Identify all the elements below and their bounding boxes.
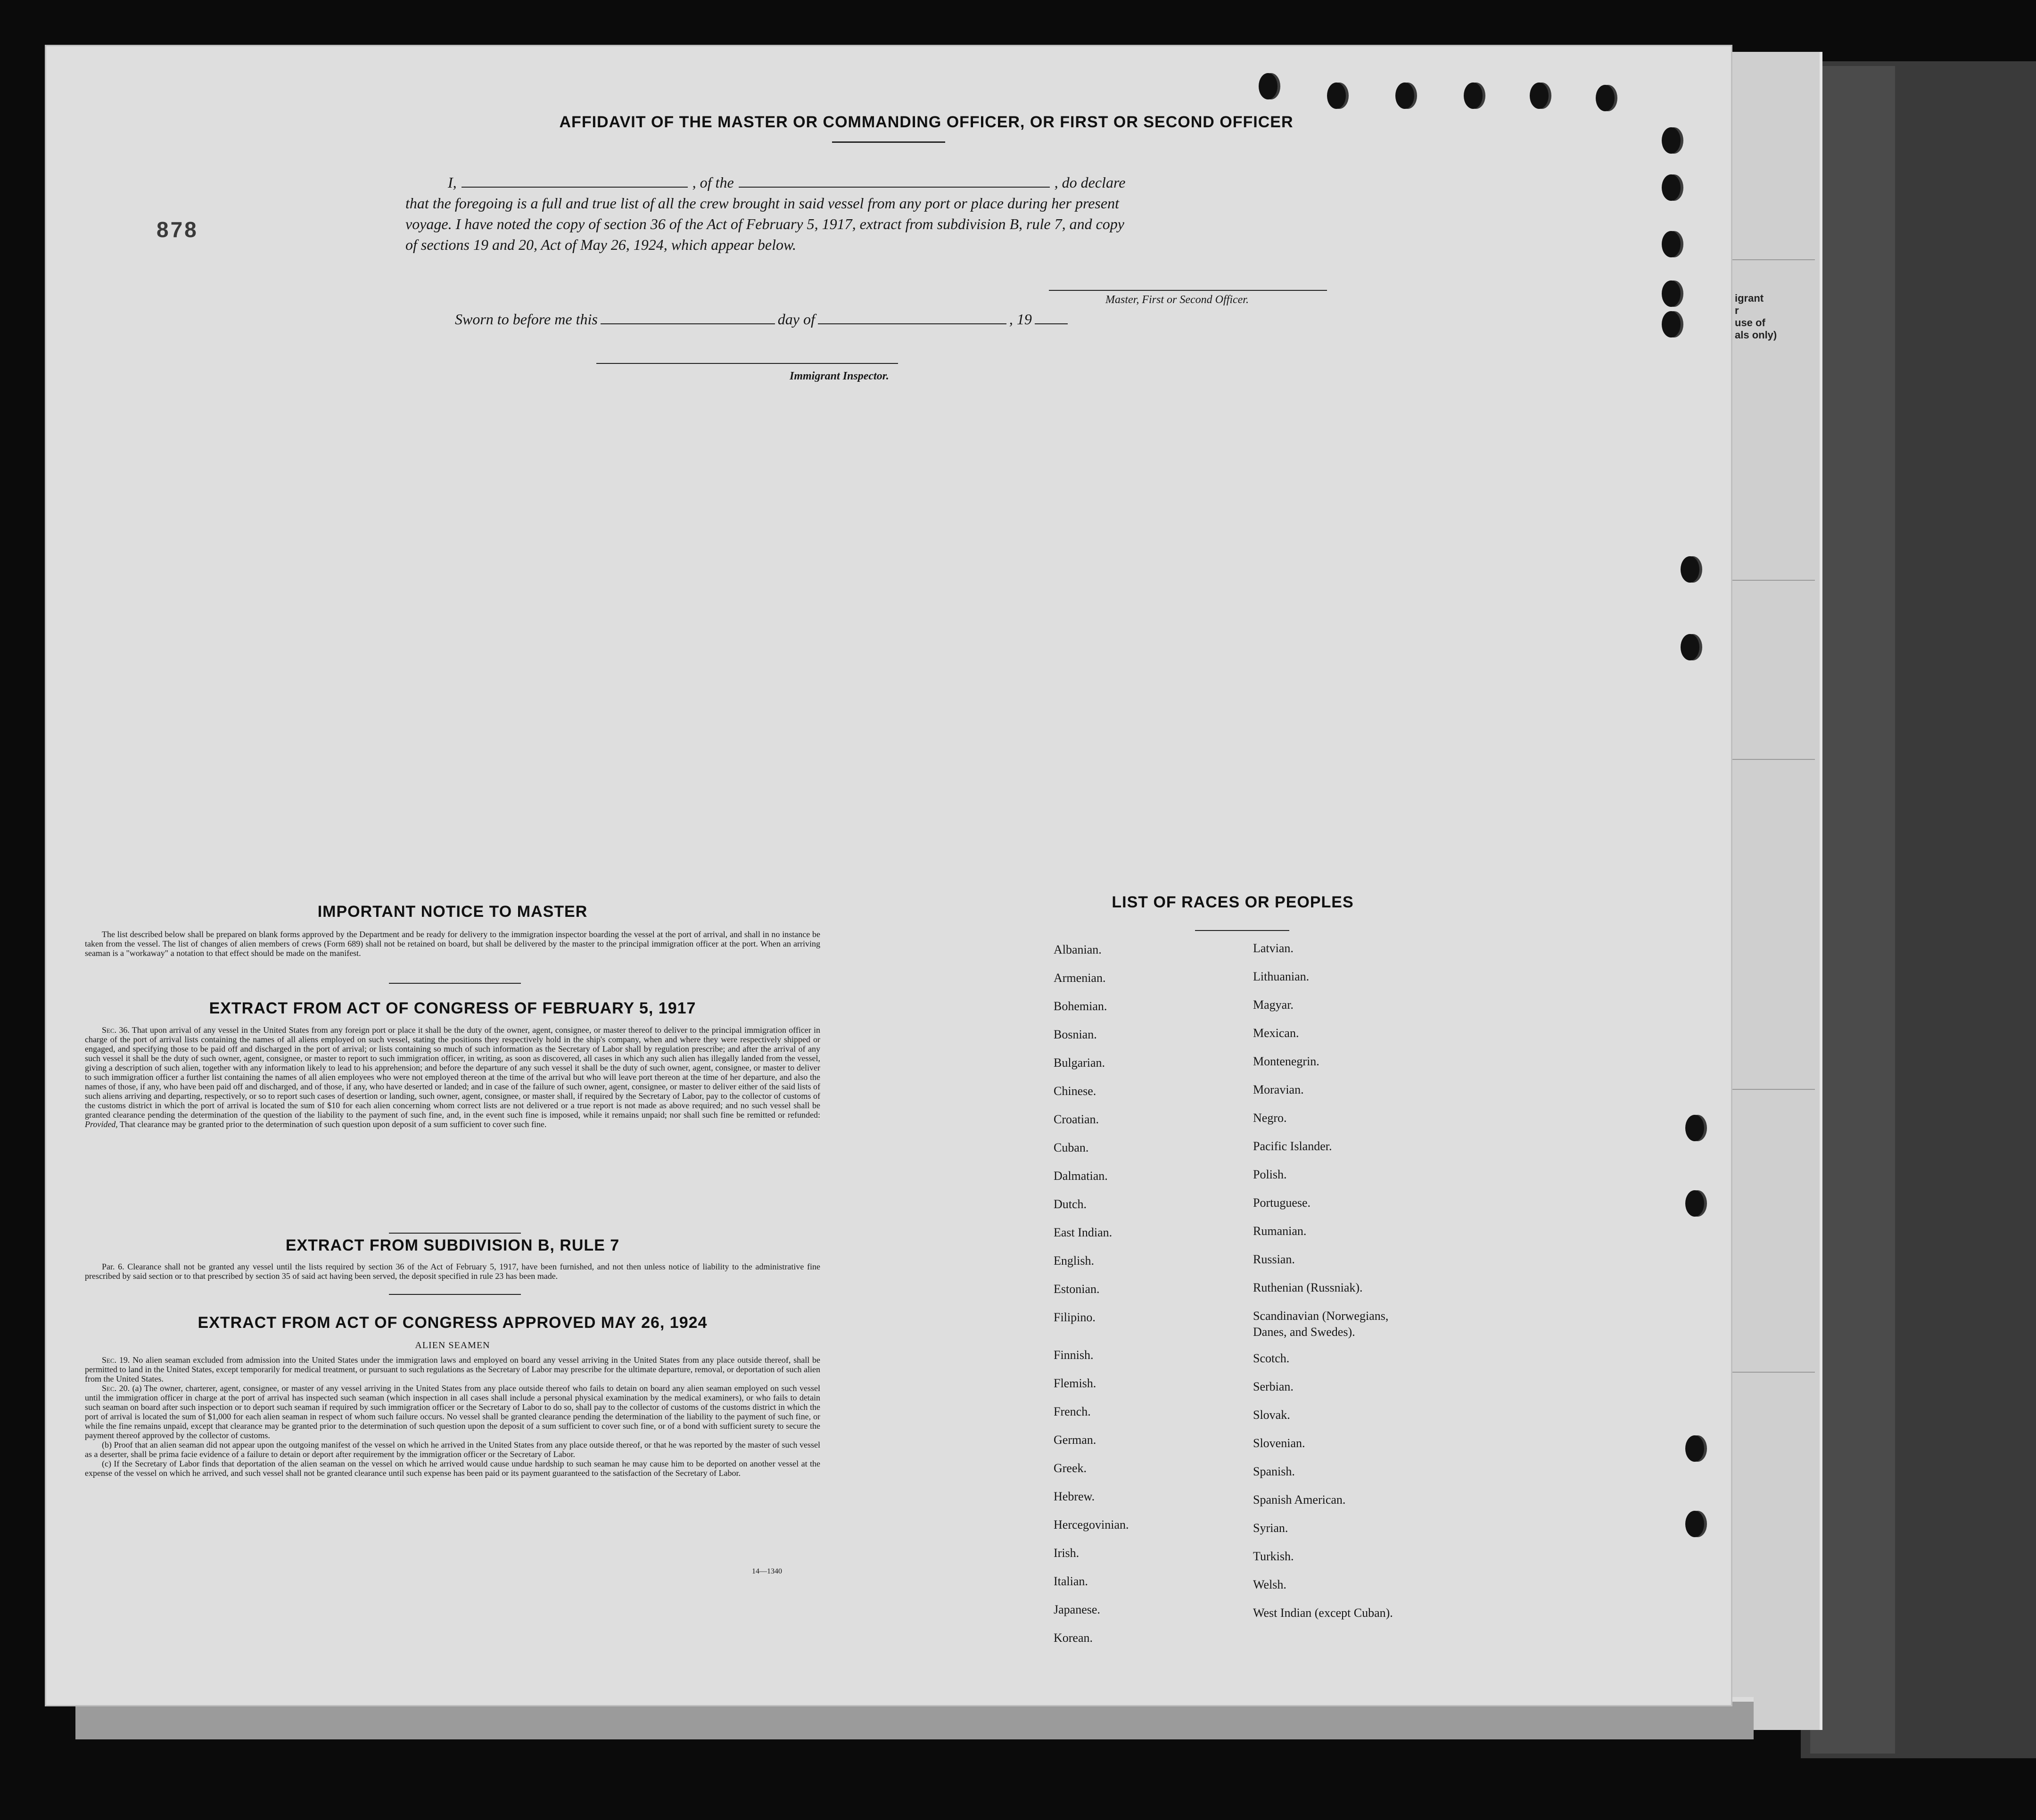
races-right-column [1253, 941, 1393, 1634]
race-item: Rumanian. [1253, 1224, 1307, 1238]
master-signature-label: Master, First or Second Officer. [1105, 294, 1249, 306]
race-item: Dalmatian. [1054, 1169, 1108, 1183]
extract-1924-body [85, 1355, 820, 1478]
race-item: Japanese. [1054, 1603, 1100, 1616]
manifest-page [45, 45, 1732, 1706]
race-item: Lithuanian. [1253, 970, 1310, 983]
race-item: Pacific Islander. [1253, 1139, 1332, 1153]
sec-36-paragraph [85, 1025, 820, 1129]
race-item: Magyar. [1253, 998, 1294, 1012]
sec-20c-paragraph: (c) If the Secretary of Labor finds that deportation of the alien seaman on the vessel on which he arrived would cause undue hardship to such seaman he may cause him to be deported on another vessel at the expense of the vessel on which he arrived, and such vessel shall not be granted clearance until such expense has been paid or its payment guaranteed to the satisfaction of the Secretary of Labor. [85, 1459, 820, 1478]
race-item: Bohemian. [1054, 999, 1107, 1013]
punch-hole [1596, 85, 1615, 111]
race-item: Cuban. [1054, 1141, 1089, 1154]
underlying-page-text [1735, 292, 1777, 341]
extract-1917-body [85, 1025, 820, 1129]
vessel-blank[interactable] [739, 176, 1050, 188]
race-item: Polish. [1253, 1168, 1287, 1181]
race-item: Irish. [1054, 1546, 1080, 1560]
punch-hole [1662, 127, 1681, 154]
race-item: Turkish. [1253, 1549, 1294, 1563]
declaration-i: I, [448, 174, 457, 191]
race-item: Moravian. [1253, 1083, 1304, 1096]
race-item: Spanish American. [1253, 1493, 1346, 1507]
race-item: Latvian. [1253, 941, 1294, 955]
race-item: Chinese. [1054, 1084, 1096, 1098]
declaration-line-3: voyage. I have noted the copy of section 36 of the Act of February 5, 1917, extract from subdivision B, rule 7, and copy [405, 215, 1124, 232]
race-item: Syrian. [1253, 1521, 1288, 1535]
punch-hole [1681, 556, 1699, 583]
sec-19-label: Sec. 19. [102, 1355, 130, 1365]
affidavit-declaration [405, 172, 1405, 255]
spine-band [1810, 66, 1895, 1754]
race-item: Spanish. [1253, 1465, 1295, 1478]
punch-hole [1662, 174, 1681, 201]
punch-hole [1685, 1435, 1704, 1462]
extract-rule7-body [85, 1262, 820, 1281]
races-title-rule [1195, 930, 1289, 931]
declaration-line-1 [405, 172, 1405, 193]
punch-hole [1662, 231, 1681, 257]
race-item [1253, 1325, 1393, 1351]
race-item: Slovenian. [1253, 1436, 1305, 1450]
margin-stamp-mark: 878 [157, 217, 198, 242]
affidavit-title: AFFIDAVIT OF THE MASTER OR COMMANDING OFFICER, OR FIRST OR SECOND OFFICER [559, 113, 1294, 131]
glimpse-line: r [1735, 305, 1739, 316]
race-item: Montenegrin. [1253, 1054, 1319, 1068]
sworn-month-blank[interactable] [818, 313, 1006, 324]
race-item: English. [1054, 1254, 1094, 1268]
race-item: Portuguese. [1253, 1196, 1311, 1210]
rule7-paragraph: Par. 6. Clearance shall not be granted any vessel until the lists required by section 36 of the Act of February 5, 1917, have been furnished, and not then unless notice of liability to the administrative fine prescribed by said section or to that prescribed by section 35 of said act having been served, the deposit specified in rule 23 has been made. [85, 1262, 820, 1281]
race-item: Slovak. [1253, 1408, 1290, 1422]
notice-paragraph: The list described below shall be prepared on blank forms approved by the Department and be ready for delivery to the immigration inspector boarding the vessel at the port of arrival, and shall in no instance be taken from the vessel. The list of changes of alien members of crews (Form 689) shall not be retained on board, but shall be delivered by the master to the principal immigration officer at the port. When an arriving seaman is a "workaway" a notation to that effect should be made on the manifest. [85, 930, 820, 958]
sec-20a-text: (a) The owner, charterer, agent, consignee, or master of any vessel arriving in the United States from any place outside thereof who fails to detain on board any alien seaman employed on such vessel until the immigration officer in charge at the port of arrival has inspected such seaman (which inspection in all cases shall include a personal physical examination by the medical examiners), or who fails to detain such seaman on board after such inspection or to deport such seaman if required by such immigration officer or the Secretary of Labor to do so, shall pay to the collector of customs of the customs district in which the port of arrival is located the sum of $1,000 for each alien seaman in respect of whom such failure occurs. No vessel shall be granted clearance pending the determination of the liability to the payment of such fine, or while the fine remains unpaid, except that clearance may be granted prior to the determination of such question upon the deposit of a sum sufficient to cover such fine, or of a bond with sufficient surety to secure the payment thereof approved by the collector of customs. [85, 1384, 821, 1440]
inspector-signature-line[interactable] [596, 363, 898, 364]
race-item: Negro. [1253, 1111, 1287, 1125]
race-item: Bosnian. [1054, 1028, 1097, 1041]
declaration-line-4: of sections 19 and 20, Act of May 26, 1924, which appear below. [405, 236, 796, 253]
notice-body [85, 930, 820, 958]
punch-hole [1685, 1115, 1704, 1141]
inspector-label: Immigrant Inspector. [790, 370, 889, 382]
race-item: Welsh. [1253, 1578, 1286, 1591]
race-item: Albanian. [1054, 943, 1102, 956]
punch-hole [1685, 1190, 1704, 1217]
declaration-declare: , do declare [1054, 174, 1126, 191]
race-item: Scandinavian (Norwegians, [1253, 1309, 1389, 1323]
race-item: Hebrew. [1054, 1490, 1095, 1503]
race-item: Filipino. [1054, 1310, 1096, 1324]
race-item: Italian. [1054, 1574, 1088, 1588]
race-item: Armenian. [1054, 971, 1106, 985]
sworn-year-blank[interactable] [1035, 313, 1068, 324]
punch-hole [1681, 634, 1699, 660]
race-item: Finnish. [1054, 1348, 1094, 1362]
race-item: Scotch. [1253, 1351, 1290, 1365]
punch-hole [1327, 82, 1346, 109]
punch-hole [1662, 280, 1681, 307]
race-item: Mexican. [1253, 1026, 1299, 1040]
proviso: Provided, [85, 1120, 118, 1129]
punch-hole [1530, 82, 1549, 109]
race-item: Flemish. [1054, 1376, 1096, 1390]
sworn-line [455, 309, 1209, 329]
sec-20a-paragraph [85, 1384, 820, 1440]
punch-hole [1395, 82, 1414, 109]
section-rule [389, 1233, 521, 1234]
glimpse-line: igrant [1735, 292, 1764, 304]
punch-hole [1259, 73, 1278, 99]
title-rule [832, 141, 945, 143]
races-title: LIST OF RACES OR PEOPLES [1112, 893, 1354, 911]
name-blank[interactable] [462, 176, 688, 188]
race-item: Croatian. [1054, 1112, 1099, 1126]
race-item: German. [1054, 1433, 1096, 1447]
race-item: Korean. [1054, 1631, 1093, 1645]
race-item: Serbian. [1253, 1380, 1294, 1393]
race-item: French. [1054, 1405, 1091, 1418]
race-item: Estonian. [1054, 1282, 1100, 1296]
declaration-of-the: , of the [692, 174, 734, 191]
punch-hole [1662, 311, 1681, 338]
form-number: 14—1340 [752, 1567, 782, 1575]
sec-36-text: That upon arrival of any vessel in the United States from any foreign port or place it shall be the duty of the owner, agent, consignee, or master thereof to deliver to the principal immigration officer in charge of the port of arrival lists containing the names of all aliens employed on such vessel, stating the positions they respectively hold in the ship's company, when and where they were respectively shipped or engaged, and specifying those to be paid off and discharged in the port of arrival; or lists containing so much of such information as the Secretary of Labor shall by regulation prescribe; and after the arrival of any such vessel it shall be the duty of such owner, agent, consignee, or master to report to such immigration officer, in writing, as soon as discovered, all cases in which any such alien has illegally landed from the vessel, giving a description of such alien, together with any information likely to lead to his apprehension; and before the departure of any such vessel it shall be the duty of such owner, agent, consignee, or master to deliver to such immigration officer a further list containing the names of all alien employees who were not employed thereon at the time of the arrival but who will leave port thereon at the time of her departure, and also the names of those, if any, who have been paid off and discharged, and of those, if any, who have deserted or landed; and in case of the failure of such owner, agent, consignee, or master to deliver either of the said lists of such aliens arriving and departing, respectively, or so to report such cases of desertion or landing, such owner, agent, consignee, or master shall, if required by the Secretary of Labor, pay to the collector of customs of the customs district in which the port of arrival is located the sum of $10 for each alien concerning whom correct lists are not delivered or a true report is not made as above required; and no such vessel shall be granted clearance pending the determination of the question of the liability to the payment of such fine, and, in the event such fine is imposed, while it remains unpaid; nor shall such fine be remitted or refunded: [85, 1025, 820, 1120]
punch-hole [1685, 1511, 1704, 1537]
notice-title: IMPORTANT NOTICE TO MASTER [317, 903, 588, 921]
glimpse-line: use of [1735, 317, 1765, 329]
race-item: Ruthenian (Russniak). [1253, 1281, 1363, 1294]
race-item: Dutch. [1054, 1197, 1087, 1211]
race-item: Russian. [1253, 1252, 1295, 1266]
race-item: Bulgarian. [1054, 1056, 1105, 1070]
race-item: Greek. [1054, 1461, 1087, 1475]
race-item: Hercegovinian. [1054, 1518, 1129, 1532]
sworn-prefix: Sworn to before me this [455, 311, 598, 328]
extract-rule7-title: EXTRACT FROM SUBDIVISION B, RULE 7 [285, 1236, 620, 1254]
glimpse-line: als only) [1735, 329, 1777, 341]
race-item: East Indian. [1054, 1226, 1113, 1239]
sec-19-paragraph [85, 1355, 820, 1384]
race-item-continued: Danes, and Swedes). [1253, 1325, 1355, 1339]
extract-1917-title: EXTRACT FROM ACT OF CONGRESS OF FEBRUARY 5, 1917 [209, 999, 696, 1017]
sec-36-label: Sec. 36. [102, 1025, 130, 1035]
sec-20-label: Sec. 20. [102, 1384, 130, 1393]
master-signature-line[interactable] [1049, 290, 1327, 291]
declaration-line-2: that the foregoing is a full and true list of all the crew brought in said vessel from any port or place during her present [405, 195, 1119, 212]
extract-1924-title: EXTRACT FROM ACT OF CONGRESS APPROVED MAY 26, 1924 [198, 1314, 708, 1332]
section-rule [389, 983, 521, 984]
sworn-day-blank[interactable] [601, 313, 775, 324]
punch-hole [1464, 82, 1483, 109]
races-left-column [1054, 943, 1129, 1659]
race-item: West Indian (except Cuban). [1253, 1606, 1393, 1620]
sec-36-text-end: That clearance may be granted prior to the determination of such question upon deposit of a sum sufficient to cover such fine. [120, 1120, 547, 1129]
alien-seamen-subtitle: ALIEN SEAMEN [415, 1340, 490, 1351]
sec-19-text: No alien seaman excluded from admission into the United States under the immigration laws and employed on board any vessel arriving in the United States from any place outside thereof, shall be permitted to land in the United States, except temporarily for medical treatment, or pursuant to such regulations as the Secretary of Labor may prescribe for the ultimate departure, removal, or deportation of such alien from the United States. [85, 1355, 820, 1384]
section-rule [389, 1294, 521, 1295]
sworn-year-label: , 19 [1009, 311, 1032, 328]
sec-20b-paragraph: (b) Proof that an alien seaman did not appear upon the outgoing manifest of the vessel on which he arrived in the United States from any place outside thereof, or that he was reported by the master of such vessel as a deserter, shall be prima facie evidence of a failure to detain or deport after requirement by the immigration officer or the Secretary of Labor. [85, 1440, 820, 1459]
sworn-day-label: day of [777, 311, 815, 328]
